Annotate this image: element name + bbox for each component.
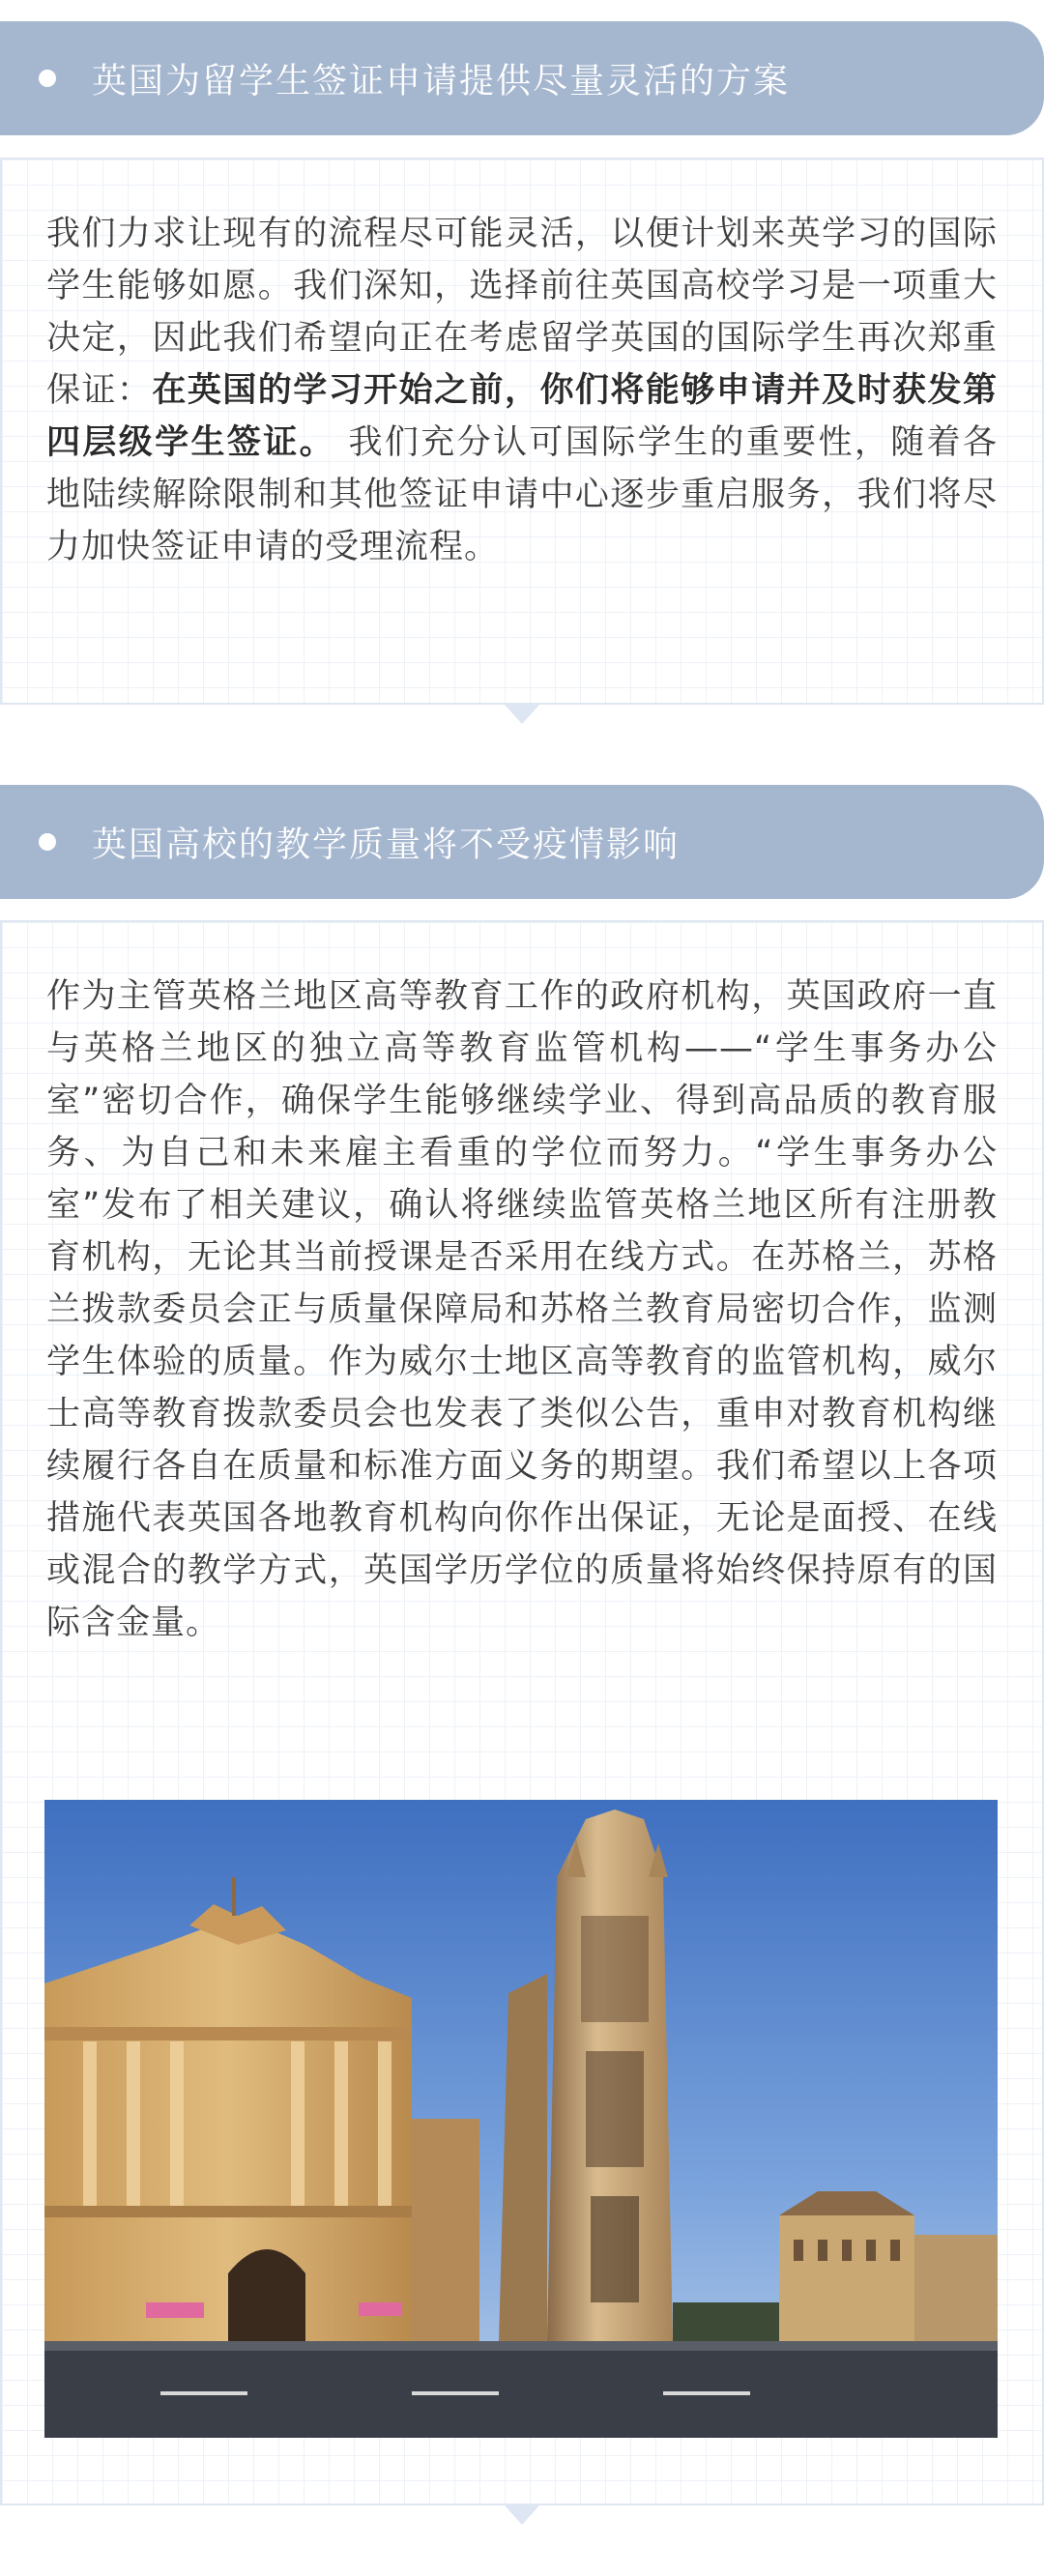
content-box-visa [0, 158, 1044, 705]
paragraph-visa-bold: 在英国的学习开始之前，你们将能够申请并及时获发第四层级学生签证。 [46, 371, 998, 462]
section-header-quality [0, 785, 1044, 899]
section-title-visa: 英国为留学生签证申请提供尽量灵活的方案 [92, 61, 791, 101]
paragraph-visa-intro: 我们力求让现有的流程尽可能灵活，以便计划来英学习的国际学生能够如愿。我们深知，选择前往英国高校学习是一项重大决定，因此我们希望向正在考虑留学英国的国际学生再次郑重保证： [46, 215, 998, 410]
paragraph-quality: 作为主管英格兰地区高等教育工作的政府机构，英国政府一直与英格兰地区的独立高等教育监管机构——“学生事务办公室”密切合作，确保学生能够继续学业、得到高品质的教育服务、为自己和未来雇主看重的学位而努力。“学生事务办公室”发布了相关建议，确认将继续监管英格兰地区所有注册教育机构，无论其当前授课是否采用在线方式。在苏格兰，苏格兰拨款委员会正与质量保障局和苏格兰教育局密切合作，监测学生体验的质量。作为威尔士地区高等教育的监管机构，威尔士高等教育拨款委员会也发表了类似公告，重申对教育机构继续履行各自在质量和标准方面义务的期望。我们希望以上各项措施代表英国各地教育机构向你作出保证，无论是面授、在线或混合的教学方式，英国学历学位的质量将始终保持原有的国际含金量。 [46, 977, 998, 1642]
university-building-photo [44, 1800, 998, 2438]
paragraph-visa [46, 208, 998, 573]
bullet-dot-icon [39, 70, 56, 87]
down-pointer-icon [505, 2505, 539, 2525]
section-title-quality: 英国高校的教学质量将不受疫情影响 [92, 825, 681, 865]
bullet-dot-icon [39, 833, 56, 851]
down-pointer-icon [505, 705, 539, 724]
section-header-visa [0, 21, 1044, 135]
paragraph-visa-outro: 我们充分认可国际学生的重要性，随着各地陆续解除限制和其他签证申请中心逐步重启服务，我们将尽力加快签证申请的受理流程。 [46, 423, 998, 566]
